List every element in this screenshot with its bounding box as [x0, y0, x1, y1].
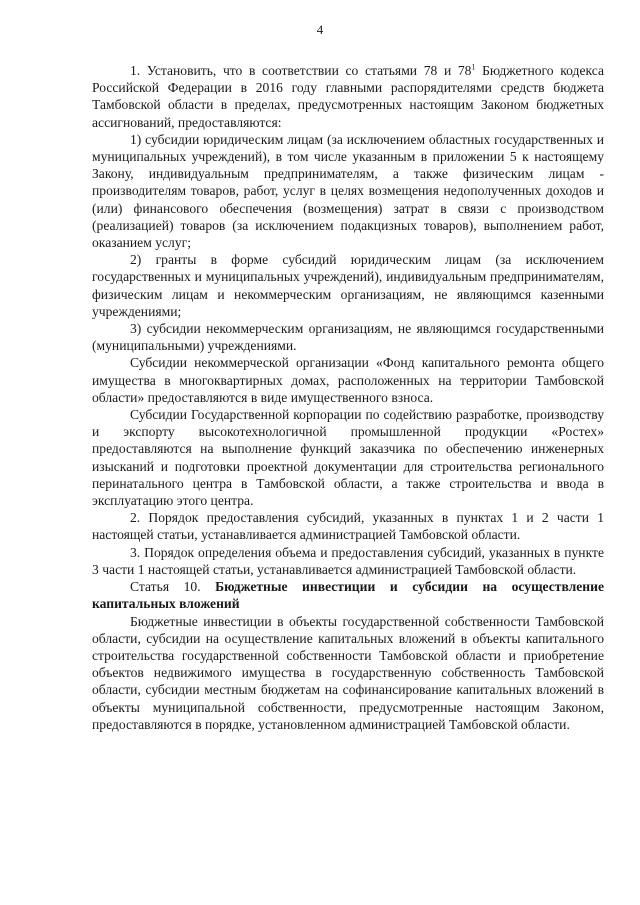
footnote-superscript: 1: [471, 62, 476, 72]
article-heading: [92, 578, 604, 612]
paragraph-1: [92, 62, 604, 131]
paragraph-rostec-subsidy: Субсидии Государственной корпорации по содействию разработке, производству и экспорту высокотехнологичной промышленной продукции «Ростех» предоставляются на выполнение функций заказчика по обеспечению инженерных изысканий и подготовки проектной документации для строительства регионального перинатального центра в Тамбовской области, а также строительства и ввода в эксплуатацию этого центра.: [92, 407, 604, 509]
paragraph-1-continuation: Бюджетного кодекса Российской Федерации в 2016 году главными распорядителями средств бюджета Тамбовской области в пределах, предусмотренных настоящим Законом бюджетных ассигнований, предоставляются:: [92, 63, 605, 130]
page-number: 4: [316, 22, 324, 37]
paragraph-item-2: 2) гранты в форме субсидий юридическим лицам (за исключением государственных и муниципальных учреждений), индивидуальным предпринимателям, физическим лицам и некоммерческим организациям, не являющимся казенными учреждениями;: [92, 252, 604, 319]
paragraph-fund-subsidy: Субсидии некоммерческой организации «Фонд капитального ремонта общего имущества в многоквартирных домах, расположенных на территории Тамбовской области» предоставляются в виде имущественного взноса.: [92, 355, 604, 405]
paragraph-1-text: 1. Установить, что в соответствии со статьями 78 и 78: [130, 63, 472, 78]
paragraph-2: 2. Порядок предоставления субсидий, указанных в пунктах 1 и 2 части 1 настоящей статьи, устанавливается администрацией Тамбовской области.: [92, 510, 604, 543]
article-label: Статья 10.: [130, 579, 201, 595]
paragraph-item-3: 3) субсидии некоммерческим организациям, не являющимся государственными (муниципальными) учреждениями.: [92, 321, 604, 354]
article-title: Бюджетные инвестиции и субсидии на осуществление капитальных вложений: [92, 579, 604, 612]
paragraph-item-1: 1) субсидии юридическим лицам (за исключением областных государственных и муниципальных учреждений), в том числе указанным в приложении 5 к настоящему Закону, индивидуальным предпринимателям, а также физическим лицам - производителям товаров, работ, услуг в целях возмещения недополученных доходов и (или) финансового обеспечения (возмещения) затрат в связи с производством (реализацией) товаров (за исключением подакцизных товаров), выполнением работ, оказанием услуг;: [92, 131, 604, 251]
document-body: [92, 62, 604, 733]
paragraph-3: 3. Порядок определения объема и предоставления субсидий, указанных в пункте 3 части 1 настоящей статьи, устанавливается администрацией Тамбовской области.: [92, 544, 604, 577]
article-paragraph: Бюджетные инвестиции в объекты государственной собственности Тамбовской области, субсидии на осуществление капитальных вложений в объекты капитального строительства государственной собственности Тамбовской области и приобретение объектов недвижимого имущества в государственную собственность Тамбовской области, субсидии местным бюджетам на софинансирование капитальных вложений в объекты муниципальной собственности, предусмотренные настоящим Законом, предоставляются в порядке, установленном администрацией Тамбовской области.: [92, 613, 604, 732]
